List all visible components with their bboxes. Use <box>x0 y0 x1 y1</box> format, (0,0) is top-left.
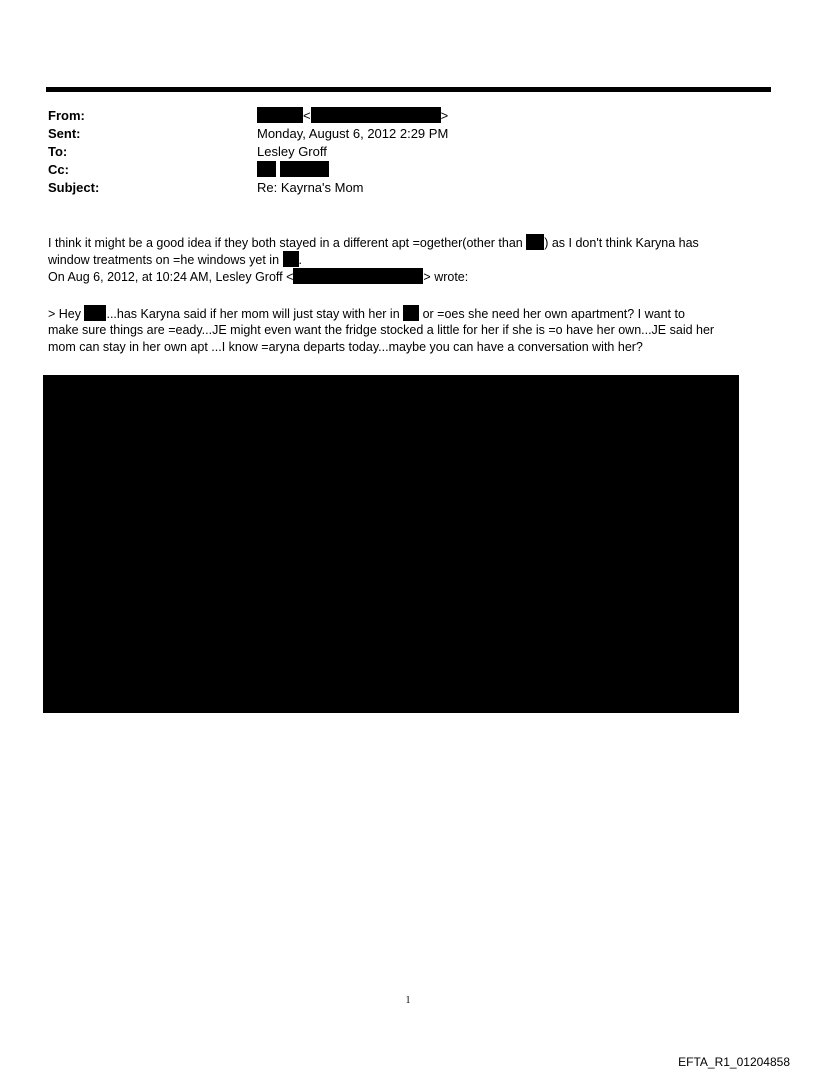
body-text-segment: ...has Karyna said if her mom will just stay with her in <box>106 307 404 321</box>
cc-label: Cc: <box>48 162 69 177</box>
redaction-box <box>403 305 419 321</box>
from-gt: > <box>440 108 449 123</box>
quoted-header-line <box>48 268 468 286</box>
body-text-segment: window treatments on =he windows yet in <box>48 253 283 267</box>
redaction-box <box>257 107 303 123</box>
body-text-segment: > Hey <box>48 307 85 321</box>
body-text-segment: or =oes she need her own apartment? I want to <box>419 307 685 321</box>
body-text-segment: On Aug 6, 2012, at 10:24 AM, Lesley Groff < <box>48 270 294 284</box>
page-number: 1 <box>405 995 411 1006</box>
redaction-box <box>283 251 299 267</box>
redaction-box <box>526 234 544 250</box>
to-label: To: <box>48 144 68 159</box>
redaction-box <box>311 107 441 123</box>
redaction-box <box>280 161 329 177</box>
large-redaction-block <box>43 375 739 713</box>
body-text-segment: I think it might be a good idea if they both stayed in a different apt =ogether(other than <box>48 236 527 250</box>
body-text-segment: > wrote: <box>423 270 469 284</box>
quoted-line <box>48 305 685 323</box>
body-text-segment: . <box>298 253 302 267</box>
from-value <box>257 107 448 125</box>
body-line <box>48 251 302 269</box>
redaction-box <box>293 268 423 284</box>
quoted-line: mom can stay in her own apt ...I know =aryna departs today...maybe you can have a conversation with her? <box>48 340 643 354</box>
cc-value <box>257 161 329 179</box>
document-id: EFTA_R1_01204858 <box>678 1055 790 1069</box>
sent-label: Sent: <box>48 126 81 141</box>
body-line <box>48 234 699 252</box>
redaction-box <box>257 161 276 177</box>
subject-label: Subject: <box>48 180 100 195</box>
subject-value: Re: Kayrna's Mom <box>257 180 364 195</box>
header-rule <box>46 87 771 92</box>
body-text-segment: ) as I don't think Karyna has <box>544 236 699 250</box>
quoted-line: make sure things are =eady...JE might even want the fridge stocked a little for her if she is =o have her own...JE said her <box>48 323 715 337</box>
from-label: From: <box>48 108 85 123</box>
redaction-box <box>84 305 106 321</box>
to-value: Lesley Groff <box>257 144 327 159</box>
sent-value: Monday, August 6, 2012 2:29 PM <box>257 126 449 141</box>
from-lt: < <box>303 108 311 123</box>
